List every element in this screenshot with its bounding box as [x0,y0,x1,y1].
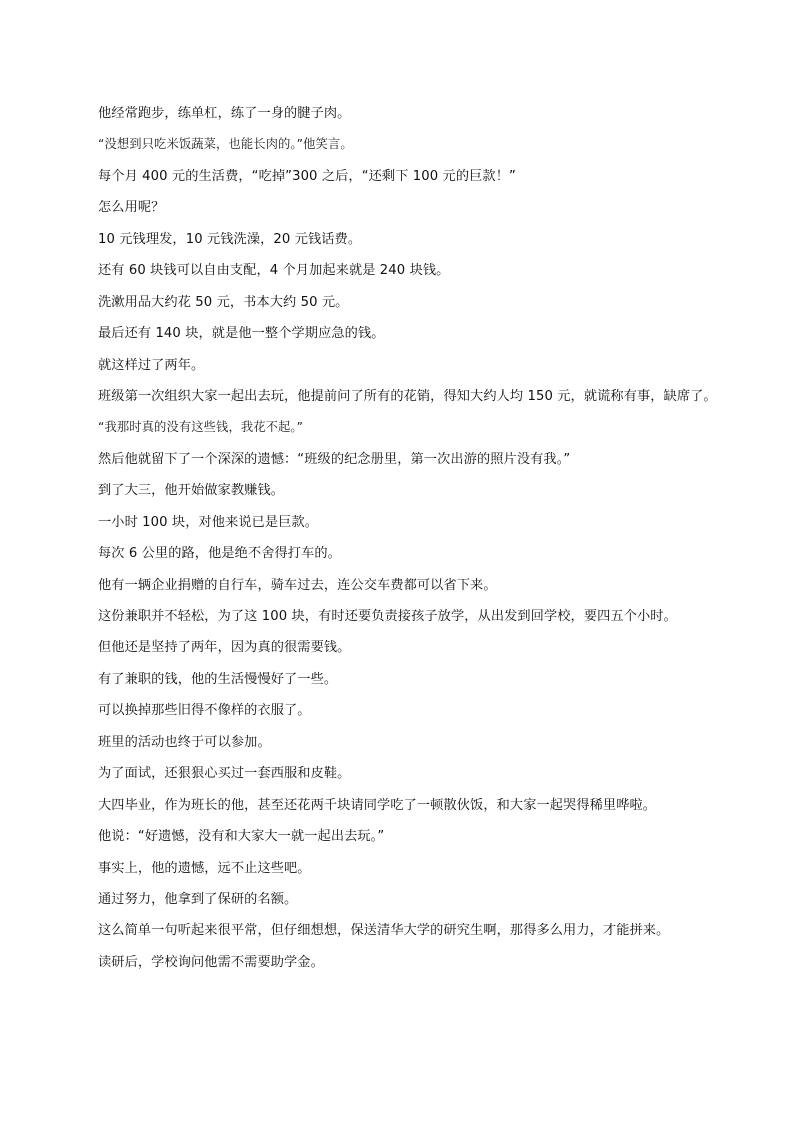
paragraph: “没想到只吃米饭蔬菜，也能长肉的。”他笑言。 [98,137,353,152]
paragraph: 有了兼职的钱，他的生活慢慢好了一些。 [98,671,338,687]
paragraph: 这份兼职并不轻松，为了这 100 块，有时还要负责接孩子放学，从出发到回学校，要四五个小时。 [98,609,677,624]
paragraph: 10 元钱理发，10 元钱洗澡，20 元钱话费。 [98,231,362,247]
paragraph: 他经常跑步，练单杠，练了一身的腱子肉。 [98,106,351,121]
paragraph: 一小时 100 块，对他来说已是巨款。 [98,514,319,530]
paragraph: 这么简单一句听起来很平常，但仔细想想，保送清华大学的研究生啊，那得多么用力，才能拼来。 [98,923,670,939]
paragraph: 班级第一次组织大家一起出去玩，他提前问了所有的花销，得知大约人均 150 元，就谎称有事，缺席了。 [98,388,717,404]
paragraph: 他有一辆企业捐赠的自行车，骑车过去，连公交车费都可以省下来。 [98,577,497,593]
paragraph: 通过努力，他拿到了保研的名额。 [98,891,298,907]
paragraph: “我那时真的没有这些钱，我花不起。” [98,420,304,435]
paragraph: 就这样过了两年。 [98,357,205,373]
paragraph: 事实上，他的遗憾，远不止这些吧。 [98,860,311,876]
paragraph: 班里的活动也终于可以参加。 [98,734,271,750]
article-body [70,102,755,982]
paragraph: 他说：“好遗憾，没有和大家大一就一起出去玩。” [98,829,385,845]
paragraph: 读研后，学校询问他需不需要助学金。 [98,954,324,970]
paragraph: 大四毕业，作为班长的他，甚至还花两千块请同学吃了一顿散伙饭，和大家一起哭得稀里哗啦。 [98,797,657,813]
paragraph: 还有 60 块钱可以自由支配，4 个月加起来就是 240 块钱。 [98,263,450,279]
paragraph: 每次 6 公里的路，他是绝不舍得打车的。 [98,546,341,562]
paragraph: 可以换掉那些旧得不像样的衣服了。 [98,703,311,719]
paragraph: 怎么用呢？ [98,200,165,216]
paragraph: 为了面试，还狠狠心买过一套西服和皮鞋。 [98,766,351,782]
paragraph: 到了大三，他开始做家教赚钱。 [98,483,285,499]
paragraph: 但他还是坚持了两年，因为真的很需要钱。 [98,640,351,656]
paragraph: 每个月 400 元的生活费，“吃掉”300 之后，“还剩下 100 元的巨款！” [98,168,516,184]
paragraph: 洗漱用品大约花 50 元，书本大约 50 元。 [98,294,349,310]
paragraph: 最后还有 140 块，就是他一整个学期应急的钱。 [98,326,385,342]
paragraph: 然后他就留下了一个深深的遗憾：“班级的纪念册里，第一次出游的照片没有我。” [98,451,571,467]
